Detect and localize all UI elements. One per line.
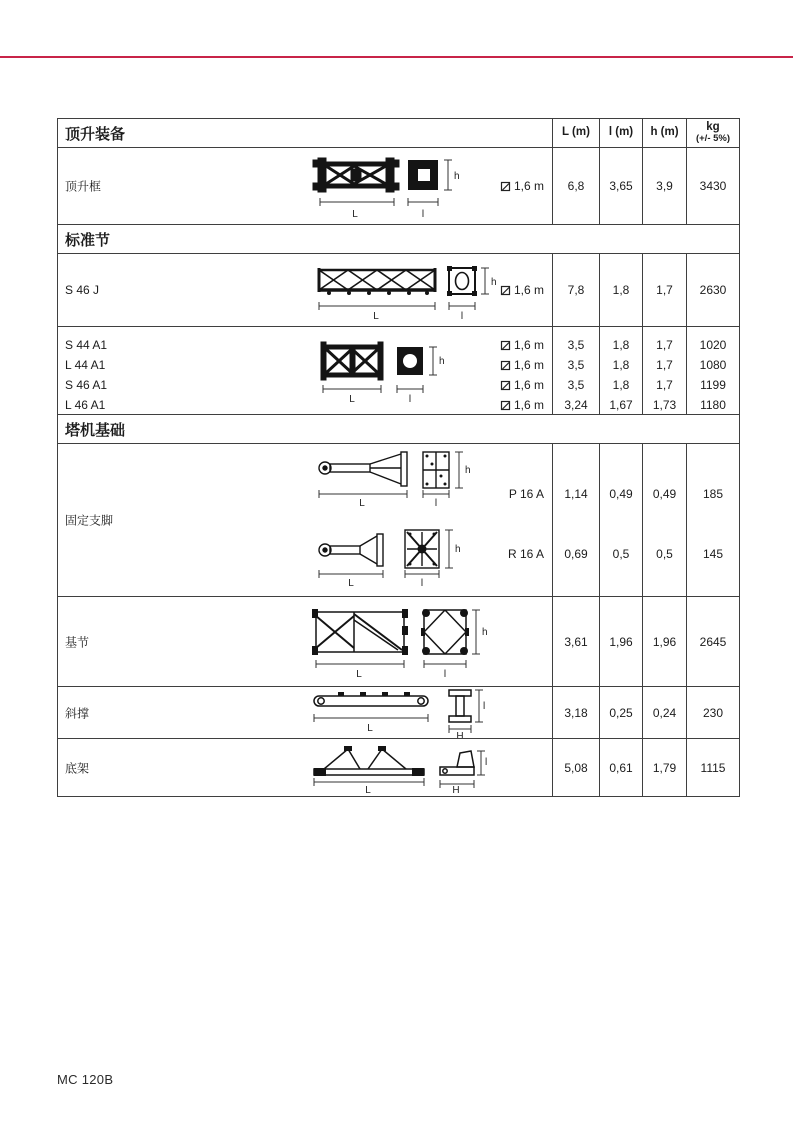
row-jacking-frame <box>58 147 739 224</box>
chassis-cell <box>58 739 552 796</box>
col-header-h: h (m) <box>642 119 686 147</box>
mast-variant-size-value: 1,6 m <box>513 378 544 392</box>
value-l: 1,8 <box>612 378 630 392</box>
value-kg: 1020 <box>699 338 727 352</box>
value-kg: 1180 <box>700 398 726 412</box>
value-l: 1,8 <box>612 338 630 352</box>
dim-label-L: L <box>359 498 365 508</box>
mast-variant-size <box>500 355 544 375</box>
fixing-foot-ref-p16a: P 16 A <box>508 487 544 501</box>
dim-label-L: L <box>365 785 371 793</box>
s46j-size <box>500 283 544 297</box>
mast-variant-sizes <box>500 327 544 415</box>
mast-variants-l-values <box>600 327 642 415</box>
mast-variant-label: L 44 A1 <box>65 358 106 372</box>
value-l: 1,67 <box>609 398 633 412</box>
value-h: 1,73 <box>652 398 677 412</box>
dim-label-L: L <box>373 311 379 322</box>
mast-variant-size-value: 1,6 m <box>513 338 544 352</box>
s46j-kg: 2630 <box>686 254 739 326</box>
jacking-frame-l: 3,65 <box>599 148 642 224</box>
brace-l: 0,25 <box>599 687 642 738</box>
mast-variant-size <box>500 335 544 355</box>
dim-label-l: l <box>434 498 438 508</box>
row-base-section <box>58 596 739 686</box>
s46j-mast-diagram <box>313 260 513 322</box>
row-chassis <box>58 738 739 796</box>
dim-label-l: l <box>421 209 425 220</box>
brace-diagram <box>308 688 488 740</box>
dim-label-H: H <box>456 731 464 740</box>
dim-label-H: H <box>452 785 460 793</box>
dim-label-h: h <box>482 627 488 638</box>
jacking-frame-size-value: 1,6 m <box>513 179 544 193</box>
dim-label-L: L <box>367 723 373 734</box>
dim-label-h: h <box>455 544 461 555</box>
value-l: 1,8 <box>612 358 630 372</box>
jacking-frame-label: 顶升框 <box>65 179 102 194</box>
mast-variant-label: S 46 A1 <box>65 378 108 392</box>
value-kg: 185 <box>702 487 724 501</box>
base-section-diagram <box>308 606 488 678</box>
value-l: 0,5 <box>612 547 630 561</box>
fixing-foot-ref-r16a: R 16 A <box>507 547 544 561</box>
square-section-icon <box>500 380 511 391</box>
value-L: 3,5 <box>567 338 585 352</box>
mast-variants-kg-values <box>687 327 739 415</box>
col-header-kg-unit: kg <box>706 120 720 133</box>
jacking-frame-kg: 3430 <box>686 148 739 224</box>
section-title-standard-sections: 标准节 <box>65 231 111 249</box>
value-h: 0,49 <box>652 487 677 501</box>
value-L: 1,14 <box>564 487 588 501</box>
dim-label-L: L <box>348 578 354 588</box>
value-h: 1,7 <box>656 338 673 352</box>
value-h: 0,5 <box>656 547 673 561</box>
base-section-l: 1,96 <box>599 597 642 686</box>
section-title-foundation: 塔机基础 <box>65 421 126 439</box>
jacking-frame-L: 6,8 <box>552 148 599 224</box>
fixing-feet-cell <box>58 444 552 596</box>
mast-variant-size <box>500 395 544 415</box>
chassis-l: 0,61 <box>599 739 642 796</box>
jacking-frame-diagram <box>310 154 480 220</box>
mast-variant-size-value: 1,6 m <box>513 398 544 412</box>
chassis-h: 1,79 <box>642 739 686 796</box>
dim-label-l: l <box>460 311 464 322</box>
s46j-size-value: 1,6 m <box>513 283 544 297</box>
fixing-feet-kg-cell <box>686 444 739 596</box>
square-section-icon <box>500 400 511 411</box>
fixing-feet-h-cell <box>642 444 686 596</box>
row-mast-variants <box>58 326 739 414</box>
mast-variants-L-cell <box>552 327 599 415</box>
jacking-frame-size <box>500 179 544 193</box>
row-brace <box>58 686 739 738</box>
dim-label-h: h <box>454 171 460 182</box>
col-header-kg-tolerance: (+/- 5%) <box>695 133 731 145</box>
mast-variant-diagram <box>313 339 473 403</box>
mast-variant-size <box>500 375 544 395</box>
chassis-diagram <box>308 743 488 793</box>
dim-label-h: h <box>465 465 471 476</box>
s46j-L: 7,8 <box>552 254 599 326</box>
mast-variants-l-cell <box>599 327 642 415</box>
s46j-cell <box>58 254 552 326</box>
chassis-L: 5,08 <box>552 739 599 796</box>
mast-variants-h-cell <box>642 327 686 415</box>
value-L: 3,5 <box>567 358 585 372</box>
mast-variants-h-values <box>643 327 686 415</box>
jacking-frame-h: 3,9 <box>642 148 686 224</box>
value-L: 3,24 <box>564 398 588 412</box>
chassis-label: 底架 <box>65 761 90 775</box>
top-accent-rule <box>0 56 793 58</box>
dim-label-h: h <box>491 277 497 288</box>
mast-variants-kg-cell <box>686 327 739 415</box>
dim-label-L: L <box>352 209 358 220</box>
value-L: 3,5 <box>567 378 585 392</box>
value-l: 0,49 <box>609 487 633 501</box>
col-header-L: L (m) <box>552 119 599 147</box>
s46j-l: 1,8 <box>599 254 642 326</box>
footer-model-name: MC 120B <box>57 1072 114 1087</box>
fixing-feet-L-cell <box>552 444 599 596</box>
brace-h: 0,24 <box>642 687 686 738</box>
fixing-foot-p16a-diagram <box>313 450 483 508</box>
base-section-L: 3,61 <box>552 597 599 686</box>
base-section-cell <box>58 597 552 686</box>
value-L: 0,69 <box>564 547 588 561</box>
mast-variant-label: L 46 A1 <box>65 398 106 412</box>
brace-label: 斜撑 <box>65 706 90 720</box>
brace-L: 3,18 <box>552 687 599 738</box>
dim-label-L: L <box>356 669 362 678</box>
jacking-frame-cell <box>58 148 552 224</box>
dim-label-L: L <box>349 394 355 403</box>
header-section-cell <box>58 119 552 147</box>
square-section-icon <box>500 181 511 192</box>
col-header-kg <box>686 119 739 147</box>
fixing-feet-label: 固定支脚 <box>65 513 114 528</box>
row-s46j <box>58 253 739 326</box>
section-row-standard-sections <box>58 224 739 253</box>
base-section-kg: 2645 <box>686 597 739 686</box>
section-row-foundation <box>58 414 739 443</box>
fixing-foot-r16a-diagram <box>313 524 483 588</box>
square-section-icon <box>500 340 511 351</box>
section-title-jacking-equipment: 顶升装备 <box>65 125 126 143</box>
value-kg: 145 <box>702 547 724 561</box>
value-h: 1,7 <box>656 358 673 372</box>
mast-variants-L-values <box>553 327 599 415</box>
mast-variant-size-value: 1,6 m <box>513 358 544 372</box>
value-kg: 1199 <box>700 378 726 392</box>
dim-label-l: l <box>483 701 486 712</box>
base-section-label: 基节 <box>65 635 90 649</box>
col-header-l: l (m) <box>599 119 642 147</box>
brace-kg: 230 <box>686 687 739 738</box>
value-h: 1,7 <box>656 378 673 392</box>
dim-label-l: l <box>408 394 412 403</box>
mast-variant-label: S 44 A1 <box>65 338 108 352</box>
spec-table <box>57 118 740 797</box>
base-section-h: 1,96 <box>642 597 686 686</box>
s46j-h: 1,7 <box>642 254 686 326</box>
square-section-icon <box>500 285 511 296</box>
table-header-row <box>58 119 739 147</box>
fixing-feet-l-cell <box>599 444 642 596</box>
mast-variants-cell <box>58 327 552 415</box>
dim-label-l: l <box>485 757 488 768</box>
brace-cell <box>58 687 552 738</box>
dim-label-l: l <box>443 669 447 678</box>
value-kg: 1080 <box>699 358 727 372</box>
s46j-label: S 46 J <box>65 283 100 297</box>
square-section-icon <box>500 360 511 371</box>
row-fixing-feet <box>58 443 739 596</box>
dim-label-l: l <box>420 578 424 588</box>
chassis-kg: 1115 <box>686 739 739 796</box>
mast-variant-labels <box>65 327 107 415</box>
dim-label-h: h <box>439 356 445 367</box>
